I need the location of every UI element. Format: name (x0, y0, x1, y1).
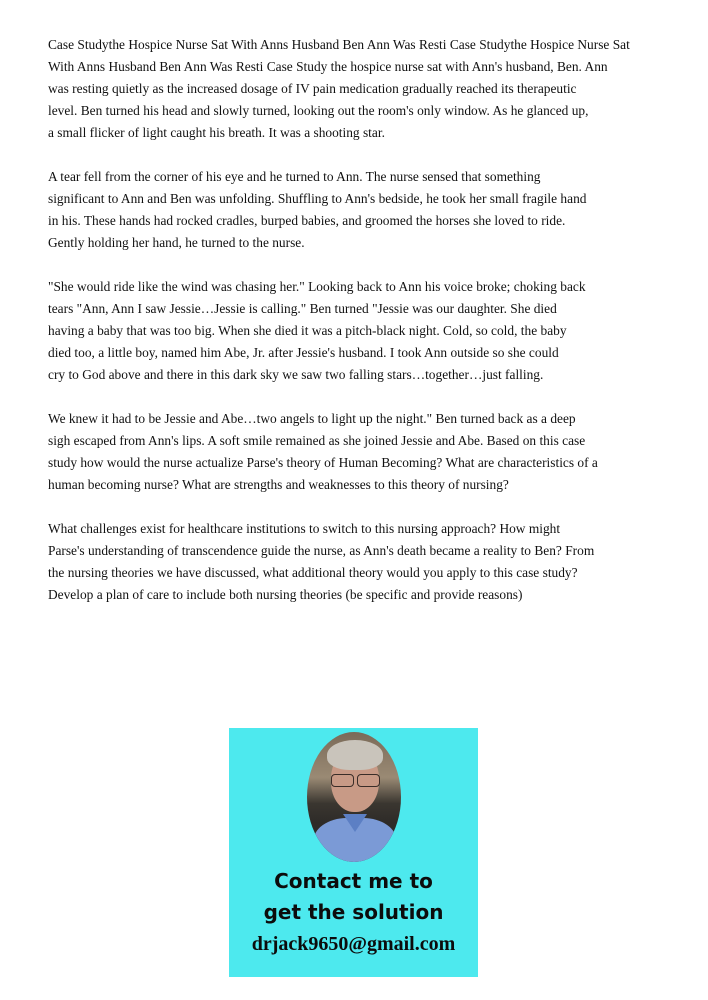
text-line: tears "Ann, Ann I saw Jessie…Jessie is calling." Ben turned "Jessie was our daughter. She died (48, 301, 557, 316)
paragraph-4 (48, 408, 688, 496)
text-line: sigh escaped from Ann's lips. A soft smile remained as she joined Jessie and Abe. Based on this case (48, 433, 586, 448)
text-line: Develop a plan of care to include both nursing theories (be specific and provide reasons) (48, 587, 523, 602)
text-line: study how would the nurse actualize Parse's theory of Human Becoming? What are characteristics of a (48, 455, 598, 470)
text-line: a small flicker of light caught his breath. It was a shooting star. (48, 125, 385, 140)
text-line: Gently holding her hand, he turned to the nurse. (48, 235, 305, 250)
text-line: the nursing theories we have discussed, what additional theory would you apply to this case study? (48, 565, 578, 580)
text-line: human becoming nurse? What are strengths and weaknesses to this theory of nursing? (48, 477, 509, 492)
glasses-icon (329, 774, 381, 786)
text-line: cry to God above and there in this dark sky we saw two falling stars…together…just falling. (48, 367, 544, 382)
document-body (48, 34, 688, 628)
text-line: having a baby that was too big. When she died it was a pitch-black night. Cold, so cold, the baby (48, 323, 567, 338)
text-line: A tear fell from the corner of his eye and he turned to Ann. The nurse sensed that something (48, 169, 541, 184)
hair-shape (327, 740, 383, 770)
promo-title-line-2: get the solution (263, 900, 444, 924)
promo-title (229, 866, 478, 928)
text-line: What challenges exist for healthcare institutions to switch to this nursing approach? How might (48, 521, 561, 536)
paragraph-5 (48, 518, 688, 606)
text-line: was resting quietly as the increased dosage of IV pain medication gradually reached its therapeutic (48, 81, 577, 96)
paragraph-2 (48, 166, 688, 254)
promo-title-line-1: Contact me to (274, 869, 433, 893)
text-line: significant to Ann and Ben was unfolding. Shuffling to Ann's bedside, he took her small fragile hand (48, 191, 587, 206)
text-line: "She would ride like the wind was chasing her." Looking back to Ann his voice broke; choking back (48, 279, 586, 294)
text-line: died too, a little boy, named him Abe, Jr. after Jessie's husband. I took Ann outside so she could (48, 345, 559, 360)
contact-promo-banner[interactable] (229, 728, 478, 977)
text-line: Parse's understanding of transcendence guide the nurse, as Ann's death became a reality to Ben? From (48, 543, 595, 558)
person-portrait-icon (307, 732, 401, 862)
contact-email-link[interactable]: drjack9650@gmail.com (251, 933, 456, 955)
text-line: Case Studythe Hospice Nurse Sat With Anns Husband Ben Ann Was Resti Case Studythe Hospice Nurse Sat (48, 37, 630, 52)
text-line: With Anns Husband Ben Ann Was Resti Case Study the hospice nurse sat with Ann's husband, Ben. Ann (48, 59, 608, 74)
text-line: in his. These hands had rocked cradles, burped babies, and groomed the horses she loved to ride. (48, 213, 566, 228)
text-line: We knew it had to be Jessie and Abe…two angels to light up the night." Ben turned back as a deep (48, 411, 576, 426)
paragraph-1 (48, 34, 688, 144)
paragraph-3 (48, 276, 688, 386)
glasses-lens-left (331, 774, 354, 787)
text-line: level. Ben turned his head and slowly turned, looking out the room's only window. As he glanced up, (48, 103, 589, 118)
glasses-lens-right (357, 774, 380, 787)
